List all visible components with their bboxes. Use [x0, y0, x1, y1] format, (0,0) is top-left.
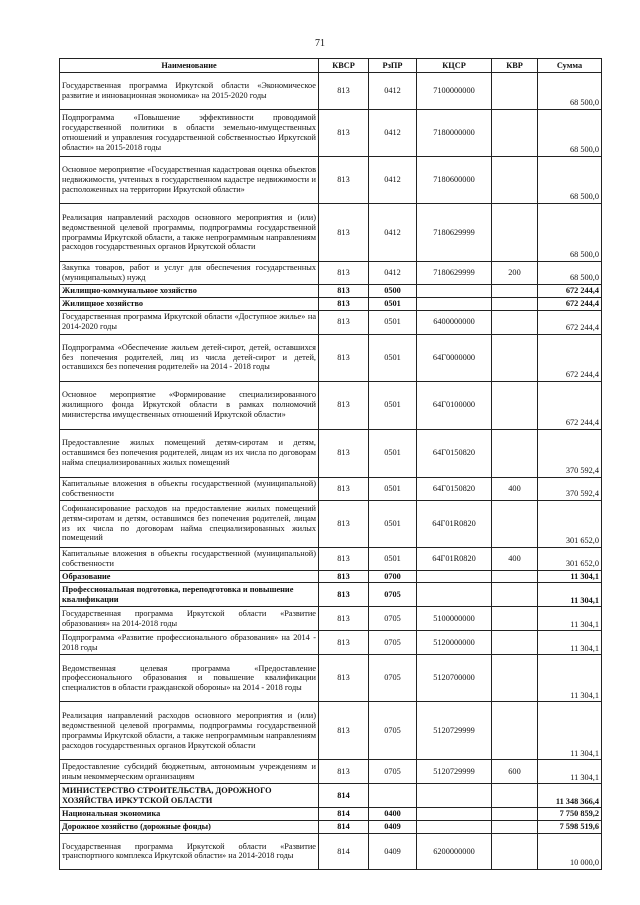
table-row — [60, 821, 602, 834]
cell-kcsr: 5120729999 — [417, 760, 492, 784]
cell-name: Предоставление жилых помещений детям-сиротам и детям, оставшимся без попечения родителей, лицам из их числа по договорам найма специализированных жилых помещений — [60, 429, 319, 477]
table-row — [60, 500, 602, 547]
table-row — [60, 784, 602, 808]
cell-kvr — [492, 631, 538, 655]
cell-sum: 11 304,1 — [538, 631, 602, 655]
cell-kcsr: 6200000000 — [417, 833, 492, 869]
cell-kvsr: 813 — [319, 477, 369, 500]
cell-kcsr: 5100000000 — [417, 607, 492, 631]
cell-rzpr: 0501 — [369, 477, 417, 500]
table-row — [60, 157, 602, 204]
cell-rzpr: 0412 — [369, 73, 417, 110]
cell-rzpr — [369, 784, 417, 808]
table-row — [60, 702, 602, 760]
cell-name: Профессиональная подготовка, переподготовка и повышение квалификации — [60, 583, 319, 607]
cell-rzpr: 0501 — [369, 500, 417, 547]
cell-kvr — [492, 784, 538, 808]
table-row — [60, 547, 602, 570]
cell-kvsr: 813 — [319, 204, 369, 262]
cell-sum: 68 500,0 — [538, 73, 602, 110]
cell-kcsr: 64Г0100000 — [417, 381, 492, 429]
cell-kvr — [492, 73, 538, 110]
cell-sum: 7 750 859,2 — [538, 808, 602, 821]
cell-sum: 11 304,1 — [538, 570, 602, 583]
cell-kvsr: 813 — [319, 429, 369, 477]
cell-kvsr: 813 — [319, 607, 369, 631]
table-row — [60, 73, 602, 110]
cell-kvsr: 814 — [319, 833, 369, 869]
cell-rzpr: 0705 — [369, 631, 417, 655]
table-row — [60, 429, 602, 477]
cell-rzpr: 0412 — [369, 157, 417, 204]
cell-kvr — [492, 285, 538, 298]
cell-kcsr — [417, 808, 492, 821]
table-row — [60, 477, 602, 500]
cell-sum: 11 304,1 — [538, 702, 602, 760]
table-row — [60, 334, 602, 381]
cell-sum: 7 598 519,6 — [538, 821, 602, 834]
cell-kvsr: 813 — [319, 297, 369, 310]
cell-kcsr — [417, 784, 492, 808]
cell-kvr — [492, 110, 538, 157]
cell-kcsr — [417, 297, 492, 310]
cell-kvsr: 813 — [319, 702, 369, 760]
cell-kcsr: 64Г0000000 — [417, 334, 492, 381]
cell-rzpr: 0412 — [369, 110, 417, 157]
cell-kcsr — [417, 570, 492, 583]
cell-kcsr: 7180629999 — [417, 204, 492, 262]
cell-kvsr: 813 — [319, 547, 369, 570]
header-kvr: КВР — [492, 59, 538, 73]
cell-kcsr: 5120000000 — [417, 631, 492, 655]
cell-kvr: 200 — [492, 262, 538, 285]
cell-kcsr: 64Г01R0820 — [417, 500, 492, 547]
cell-name: Капитальные вложения в объекты государственной (муниципальной) собственности — [60, 547, 319, 570]
cell-rzpr: 0409 — [369, 821, 417, 834]
cell-rzpr: 0705 — [369, 583, 417, 607]
cell-name: Государственная программа Иркутской области «Доступное жилье» на 2014-2020 годы — [60, 310, 319, 334]
cell-sum: 672 244,4 — [538, 334, 602, 381]
cell-name: МИНИСТЕРСТВО СТРОИТЕЛЬСТВА, ДОРОЖНОГО ХОЗЯЙСТВА ИРКУТСКОЙ ОБЛАСТИ — [60, 784, 319, 808]
cell-rzpr: 0705 — [369, 702, 417, 760]
cell-kcsr: 7180000000 — [417, 110, 492, 157]
cell-rzpr: 0705 — [369, 655, 417, 702]
cell-sum: 68 500,0 — [538, 262, 602, 285]
cell-kvsr: 813 — [319, 262, 369, 285]
table-row — [60, 381, 602, 429]
cell-sum: 370 592,4 — [538, 477, 602, 500]
table-body — [60, 73, 602, 870]
cell-kcsr — [417, 821, 492, 834]
cell-kcsr: 7100000000 — [417, 73, 492, 110]
cell-rzpr: 0501 — [369, 334, 417, 381]
cell-name: Закупка товаров, работ и услуг для обеспечения государственных (муниципальных) нужд — [60, 262, 319, 285]
cell-sum: 672 244,4 — [538, 381, 602, 429]
table-row — [60, 285, 602, 298]
cell-kvsr: 814 — [319, 784, 369, 808]
cell-kcsr: 5120700000 — [417, 655, 492, 702]
cell-kvsr: 813 — [319, 583, 369, 607]
cell-kcsr — [417, 285, 492, 298]
cell-kvr — [492, 297, 538, 310]
header-kvsr: КВСР — [319, 59, 369, 73]
cell-kcsr: 64Г0150820 — [417, 429, 492, 477]
table-row — [60, 204, 602, 262]
cell-name: Государственная программа Иркутской области «Развитие транспортного комплекса Иркутской области» на 2014-2018 годы — [60, 833, 319, 869]
table-row — [60, 631, 602, 655]
cell-sum: 11 304,1 — [538, 607, 602, 631]
cell-sum: 301 652,0 — [538, 547, 602, 570]
header-name: Наименование — [60, 59, 319, 73]
cell-sum: 68 500,0 — [538, 110, 602, 157]
cell-rzpr: 0400 — [369, 808, 417, 821]
cell-name: Софинансирование расходов на предоставление жилых помещений детям-сиротам и детям, оставшимся без попечения родителей, лицам из их числа по договорам найма специализированных жилых помещений — [60, 500, 319, 547]
cell-kcsr — [417, 583, 492, 607]
cell-kvr — [492, 381, 538, 429]
cell-kvr — [492, 204, 538, 262]
cell-sum: 68 500,0 — [538, 157, 602, 204]
header-rzpr: РзПР — [369, 59, 417, 73]
cell-name: Жилищно-коммунальное хозяйство — [60, 285, 319, 298]
cell-sum: 11 304,1 — [538, 760, 602, 784]
cell-kvr: 600 — [492, 760, 538, 784]
cell-kvr — [492, 500, 538, 547]
cell-name: Реализация направлений расходов основного мероприятия и (или) ведомственной целевой программы, подпрограммы государственной программы Иркутской области, а также непрограммным направлениям расходов государственных органов Иркутской области — [60, 702, 319, 760]
cell-rzpr: 0705 — [369, 607, 417, 631]
cell-rzpr: 0409 — [369, 833, 417, 869]
cell-kvsr: 813 — [319, 73, 369, 110]
cell-name: Национальная экономика — [60, 808, 319, 821]
cell-kcsr: 6400000000 — [417, 310, 492, 334]
table-row — [60, 607, 602, 631]
cell-name: Основное мероприятие «Государственная кадастровая оценка объектов недвижимости, учтенных в государственном кадастре недвижимости и расположенных на территории Иркутской области» — [60, 157, 319, 204]
budget-table — [59, 58, 602, 870]
table-row — [60, 570, 602, 583]
cell-kvr — [492, 702, 538, 760]
cell-name: Капитальные вложения в объекты государственной (муниципальной) собственности — [60, 477, 319, 500]
cell-name: Подпрограмма «Обеспечение жильем детей-сирот, детей, оставшихся без попечения родителей, лиц из числа детей-сирот и детей, оставшихся без попечения родителей» на 2014 - 2018 годы — [60, 334, 319, 381]
cell-name: Основное мероприятие «Формирование специализированного жилищного фонда Иркутской области в рамках полномочий министерства имущественных отношений Иркутской области» — [60, 381, 319, 429]
cell-kvr — [492, 808, 538, 821]
cell-kvsr: 813 — [319, 655, 369, 702]
cell-kvr — [492, 310, 538, 334]
cell-rzpr: 0412 — [369, 262, 417, 285]
cell-kvsr: 813 — [319, 500, 369, 547]
cell-name: Государственная программа Иркутской области «Развитие образования» на 2014-2018 годы — [60, 607, 319, 631]
cell-kvr — [492, 655, 538, 702]
table-row — [60, 808, 602, 821]
cell-sum: 10 000,0 — [538, 833, 602, 869]
cell-kvsr: 814 — [319, 808, 369, 821]
cell-rzpr: 0501 — [369, 547, 417, 570]
table-row — [60, 297, 602, 310]
cell-name: Дорожное хозяйство (дорожные фонды) — [60, 821, 319, 834]
cell-name: Жилищное хозяйство — [60, 297, 319, 310]
cell-kvsr: 813 — [319, 157, 369, 204]
cell-rzpr: 0500 — [369, 285, 417, 298]
cell-kvr — [492, 821, 538, 834]
cell-kvsr: 813 — [319, 334, 369, 381]
cell-kvsr: 813 — [319, 631, 369, 655]
cell-sum: 68 500,0 — [538, 204, 602, 262]
cell-kvsr: 813 — [319, 381, 369, 429]
cell-name: Государственная программа Иркутской области «Экономическое развитие и инновационная экономика» на 2015-2020 годы — [60, 73, 319, 110]
cell-sum: 11 348 366,4 — [538, 784, 602, 808]
cell-kvr: 400 — [492, 547, 538, 570]
cell-kvsr: 814 — [319, 821, 369, 834]
cell-kcsr: 5120729999 — [417, 702, 492, 760]
cell-rzpr: 0501 — [369, 381, 417, 429]
cell-kvr — [492, 429, 538, 477]
cell-name: Подпрограмма «Развитие профессионального образования» на 2014 - 2018 годы — [60, 631, 319, 655]
page-number: 71 — [315, 38, 325, 49]
cell-rzpr: 0501 — [369, 297, 417, 310]
header-sum: Сумма — [538, 59, 602, 73]
cell-sum: 11 304,1 — [538, 583, 602, 607]
cell-rzpr: 0501 — [369, 310, 417, 334]
cell-name: Подпрограмма «Повышение эффективности проводимой государственной политики в области земельно-имущественных отношений и управления государственной собственностью Иркутской области» на 2015-2018 годы — [60, 110, 319, 157]
cell-kcsr: 64Г01R0820 — [417, 547, 492, 570]
cell-kvr — [492, 583, 538, 607]
cell-kvsr: 813 — [319, 760, 369, 784]
cell-name: Предоставление субсидий бюджетным, автономным учреждениям и иным некоммерческим организациям — [60, 760, 319, 784]
cell-name: Ведомственная целевая программа «Предоставление профессионального образования и повышение квалификации специалистов в области гражданской обороны» на 2014 - 2018 годы — [60, 655, 319, 702]
cell-kvsr: 813 — [319, 570, 369, 583]
cell-sum: 301 652,0 — [538, 500, 602, 547]
cell-kcsr: 64Г0150820 — [417, 477, 492, 500]
cell-sum: 672 244,4 — [538, 310, 602, 334]
cell-rzpr: 0700 — [369, 570, 417, 583]
cell-name: Реализация направлений расходов основного мероприятия и (или) ведомственной целевой программы, подпрограммы государственной программы Иркутской области, а также непрограммным направлениям расходов государственных органов Иркутской области — [60, 204, 319, 262]
table-row — [60, 262, 602, 285]
cell-rzpr: 0705 — [369, 760, 417, 784]
cell-kcsr: 7180629999 — [417, 262, 492, 285]
cell-kvr — [492, 157, 538, 204]
cell-rzpr: 0501 — [369, 429, 417, 477]
table-row — [60, 310, 602, 334]
cell-rzpr: 0412 — [369, 204, 417, 262]
cell-sum: 11 304,1 — [538, 655, 602, 702]
cell-kvr: 400 — [492, 477, 538, 500]
table-row — [60, 833, 602, 869]
cell-kvsr: 813 — [319, 110, 369, 157]
table-row — [60, 760, 602, 784]
cell-kvsr: 813 — [319, 310, 369, 334]
cell-name: Образование — [60, 570, 319, 583]
table-header-row — [60, 59, 602, 73]
cell-sum: 672 244,4 — [538, 297, 602, 310]
cell-kvsr: 813 — [319, 285, 369, 298]
cell-kvr — [492, 607, 538, 631]
table-row — [60, 655, 602, 702]
cell-kvr — [492, 570, 538, 583]
cell-kvr — [492, 334, 538, 381]
cell-sum: 672 244,4 — [538, 285, 602, 298]
cell-kvr — [492, 833, 538, 869]
table-row — [60, 583, 602, 607]
header-kcsr: КЦСР — [417, 59, 492, 73]
cell-sum: 370 592,4 — [538, 429, 602, 477]
table-row — [60, 110, 602, 157]
cell-kcsr: 7180600000 — [417, 157, 492, 204]
